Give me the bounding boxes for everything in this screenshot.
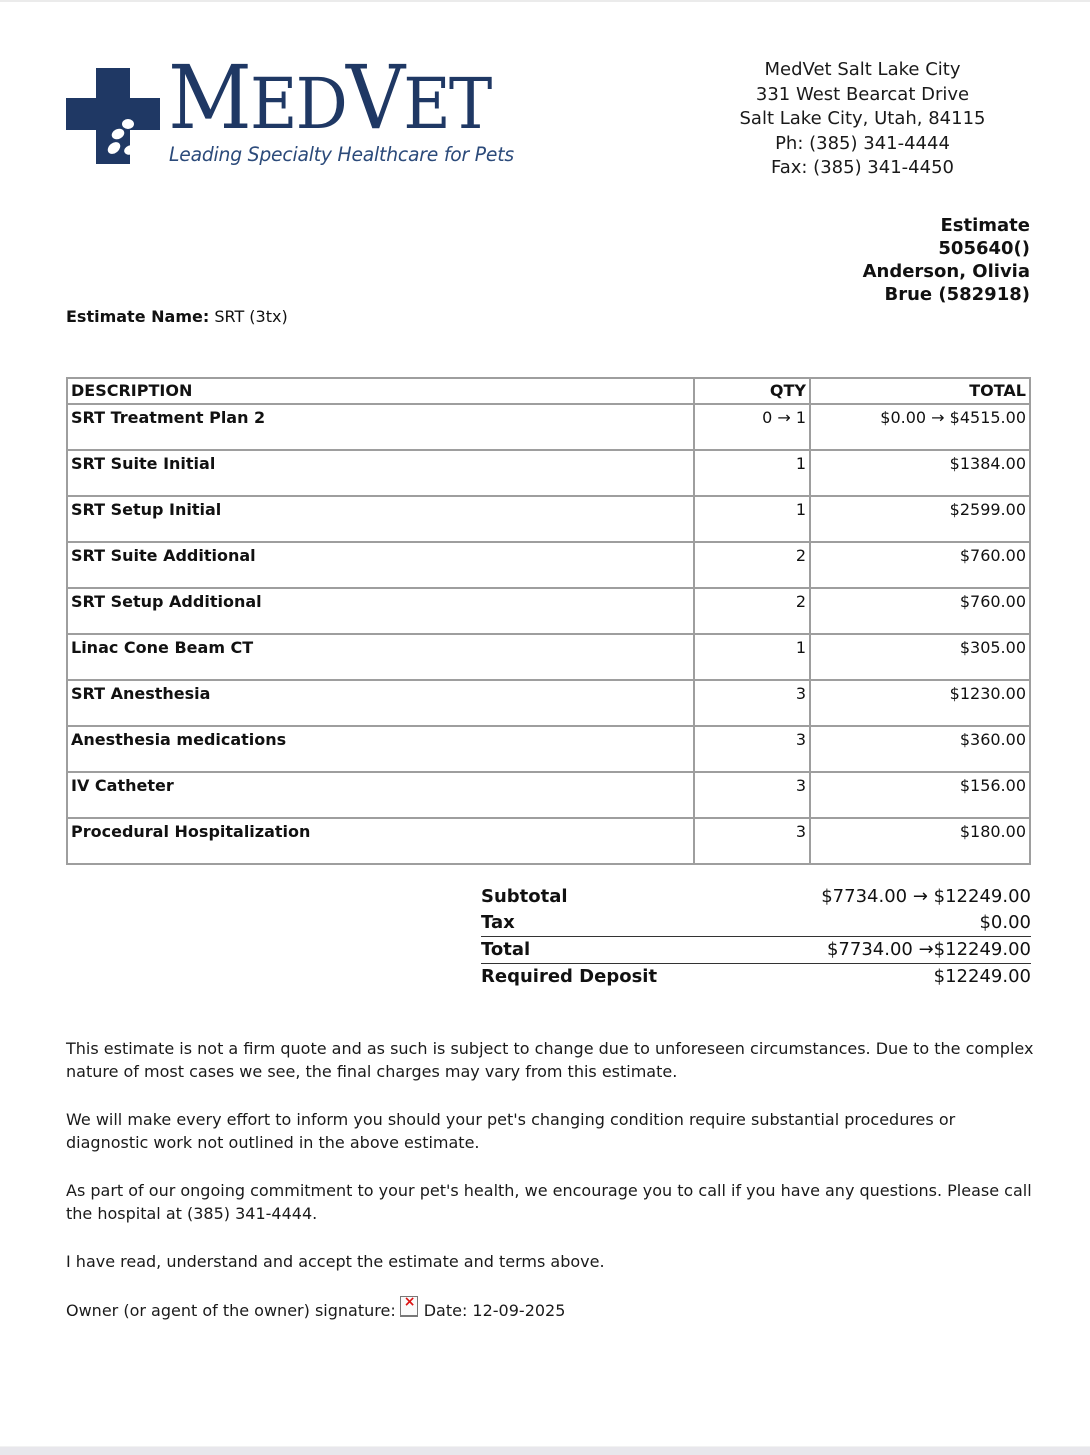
- item-total: $1384.00: [810, 450, 1030, 496]
- header-qty: QTY: [694, 378, 810, 404]
- item-description: SRT Setup Additional: [67, 588, 694, 634]
- table-row: [67, 726, 1030, 772]
- page-top-edge: [0, 0, 1090, 2]
- disclaimer-paragraph: As part of our ongoing commitment to your pet's health, we encourage you to call if you have any questions. Please call the hospital at (385) 341-4444.: [66, 1181, 1032, 1223]
- signature-label: Owner (or agent of the owner) signature:: [66, 1301, 396, 1320]
- item-qty: 2: [694, 588, 810, 634]
- header-description: DESCRIPTION: [67, 378, 694, 404]
- medvet-logo: [66, 46, 536, 176]
- patient-name: Brue (582918): [884, 284, 1030, 305]
- estimate-name-value: SRT (3tx): [214, 307, 288, 326]
- disclaimer-paragraph: We will make every effort to inform you should your pet's changing condition require substantial procedures or diagnostic work not outlined in the above estimate.: [66, 1110, 956, 1152]
- signature-date: Date: 12-09-2025: [423, 1301, 566, 1320]
- client-name: Anderson, Olivia: [862, 261, 1030, 282]
- table-row: [67, 496, 1030, 542]
- estimate-meta: [863, 214, 1030, 306]
- item-total: $1230.00: [810, 680, 1030, 726]
- logo-tagline: Leading Specialty Healthcare for Pets: [169, 143, 514, 166]
- clinic-fax: Fax: (385) 341-4450: [771, 157, 954, 178]
- table-row: [67, 680, 1030, 726]
- item-qty: 1: [694, 634, 810, 680]
- item-total: $180.00: [810, 818, 1030, 864]
- item-total: $760.00: [810, 588, 1030, 634]
- clinic-street: 331 West Bearcat Drive: [755, 83, 970, 105]
- item-qty: 1: [694, 450, 810, 496]
- deposit-row: [481, 963, 1031, 990]
- item-total: $0.00 → $4515.00: [810, 404, 1030, 450]
- item-description: Linac Cone Beam CT: [67, 634, 694, 680]
- table-row: [67, 404, 1030, 450]
- item-description: Procedural Hospitalization: [67, 818, 694, 864]
- item-total: $360.00: [810, 726, 1030, 772]
- table-row: [67, 588, 1030, 634]
- table-header-row: [67, 378, 1030, 404]
- logo-wordmark: MEDVET: [168, 46, 491, 149]
- item-description: IV Catheter: [67, 772, 694, 818]
- clinic-address-block: [700, 58, 1025, 181]
- item-qty: 2: [694, 542, 810, 588]
- table-row: [67, 772, 1030, 818]
- disclaimer-paragraph: This estimate is not a firm quote and as such is subject to change due to unforeseen circumstances. Due to the complex nature of most cases we see, the final charges may vary from this estimate.: [66, 1039, 1034, 1081]
- total-row: [481, 936, 1031, 963]
- tax-value: $0.00: [979, 912, 1031, 933]
- item-description: SRT Anesthesia: [67, 680, 694, 726]
- table-row: [67, 634, 1030, 680]
- acceptance-statement: I have read, understand and accept the estimate and terms above.: [66, 1252, 605, 1271]
- item-total: $305.00: [810, 634, 1030, 680]
- subtotal-value: $7734.00 → $12249.00: [821, 886, 1031, 907]
- total-value: $7734.00 →$12249.00: [826, 939, 1031, 960]
- broken-image-icon: [400, 1296, 418, 1317]
- item-total: $156.00: [810, 772, 1030, 818]
- item-description: SRT Suite Additional: [67, 542, 694, 588]
- total-label: Total: [481, 939, 531, 960]
- item-qty: 0 → 1: [694, 404, 810, 450]
- item-description: Anesthesia medications: [67, 726, 694, 772]
- tax-row: [481, 910, 1031, 936]
- clinic-city: Salt Lake City, Utah, 84115: [739, 108, 986, 129]
- medical-cross-paw-icon: [66, 68, 160, 164]
- estimate-name: [66, 307, 288, 326]
- estimate-number: 505640(): [938, 238, 1030, 259]
- signature-line: [66, 1300, 565, 1321]
- clinic-phone: Ph: (385) 341-4444: [775, 132, 950, 154]
- table-row: [67, 542, 1030, 588]
- line-items-table: [66, 377, 1031, 865]
- tax-label: Tax: [481, 912, 515, 933]
- item-description: SRT Suite Initial: [67, 450, 694, 496]
- disclaimer: [66, 1037, 1036, 1298]
- deposit-value: $12249.00: [933, 966, 1031, 987]
- table-row: [67, 818, 1030, 864]
- item-qty: 3: [694, 726, 810, 772]
- item-qty: 3: [694, 680, 810, 726]
- item-total: $2599.00: [810, 496, 1030, 542]
- header-total: TOTAL: [810, 378, 1030, 404]
- item-qty: 3: [694, 772, 810, 818]
- table-row: [67, 450, 1030, 496]
- subtotal-label: Subtotal: [481, 886, 568, 907]
- estimate-heading: Estimate: [940, 215, 1030, 236]
- item-qty: 1: [694, 496, 810, 542]
- totals-block: [481, 884, 1031, 990]
- item-total: $760.00: [810, 542, 1030, 588]
- item-description: SRT Treatment Plan 2: [67, 404, 694, 450]
- subtotal-row: [481, 884, 1031, 910]
- clinic-name: MedVet Salt Lake City: [764, 59, 961, 80]
- estimate-name-label: Estimate Name:: [66, 307, 210, 326]
- item-qty: 3: [694, 818, 810, 864]
- deposit-label: Required Deposit: [481, 966, 658, 987]
- item-description: SRT Setup Initial: [67, 496, 694, 542]
